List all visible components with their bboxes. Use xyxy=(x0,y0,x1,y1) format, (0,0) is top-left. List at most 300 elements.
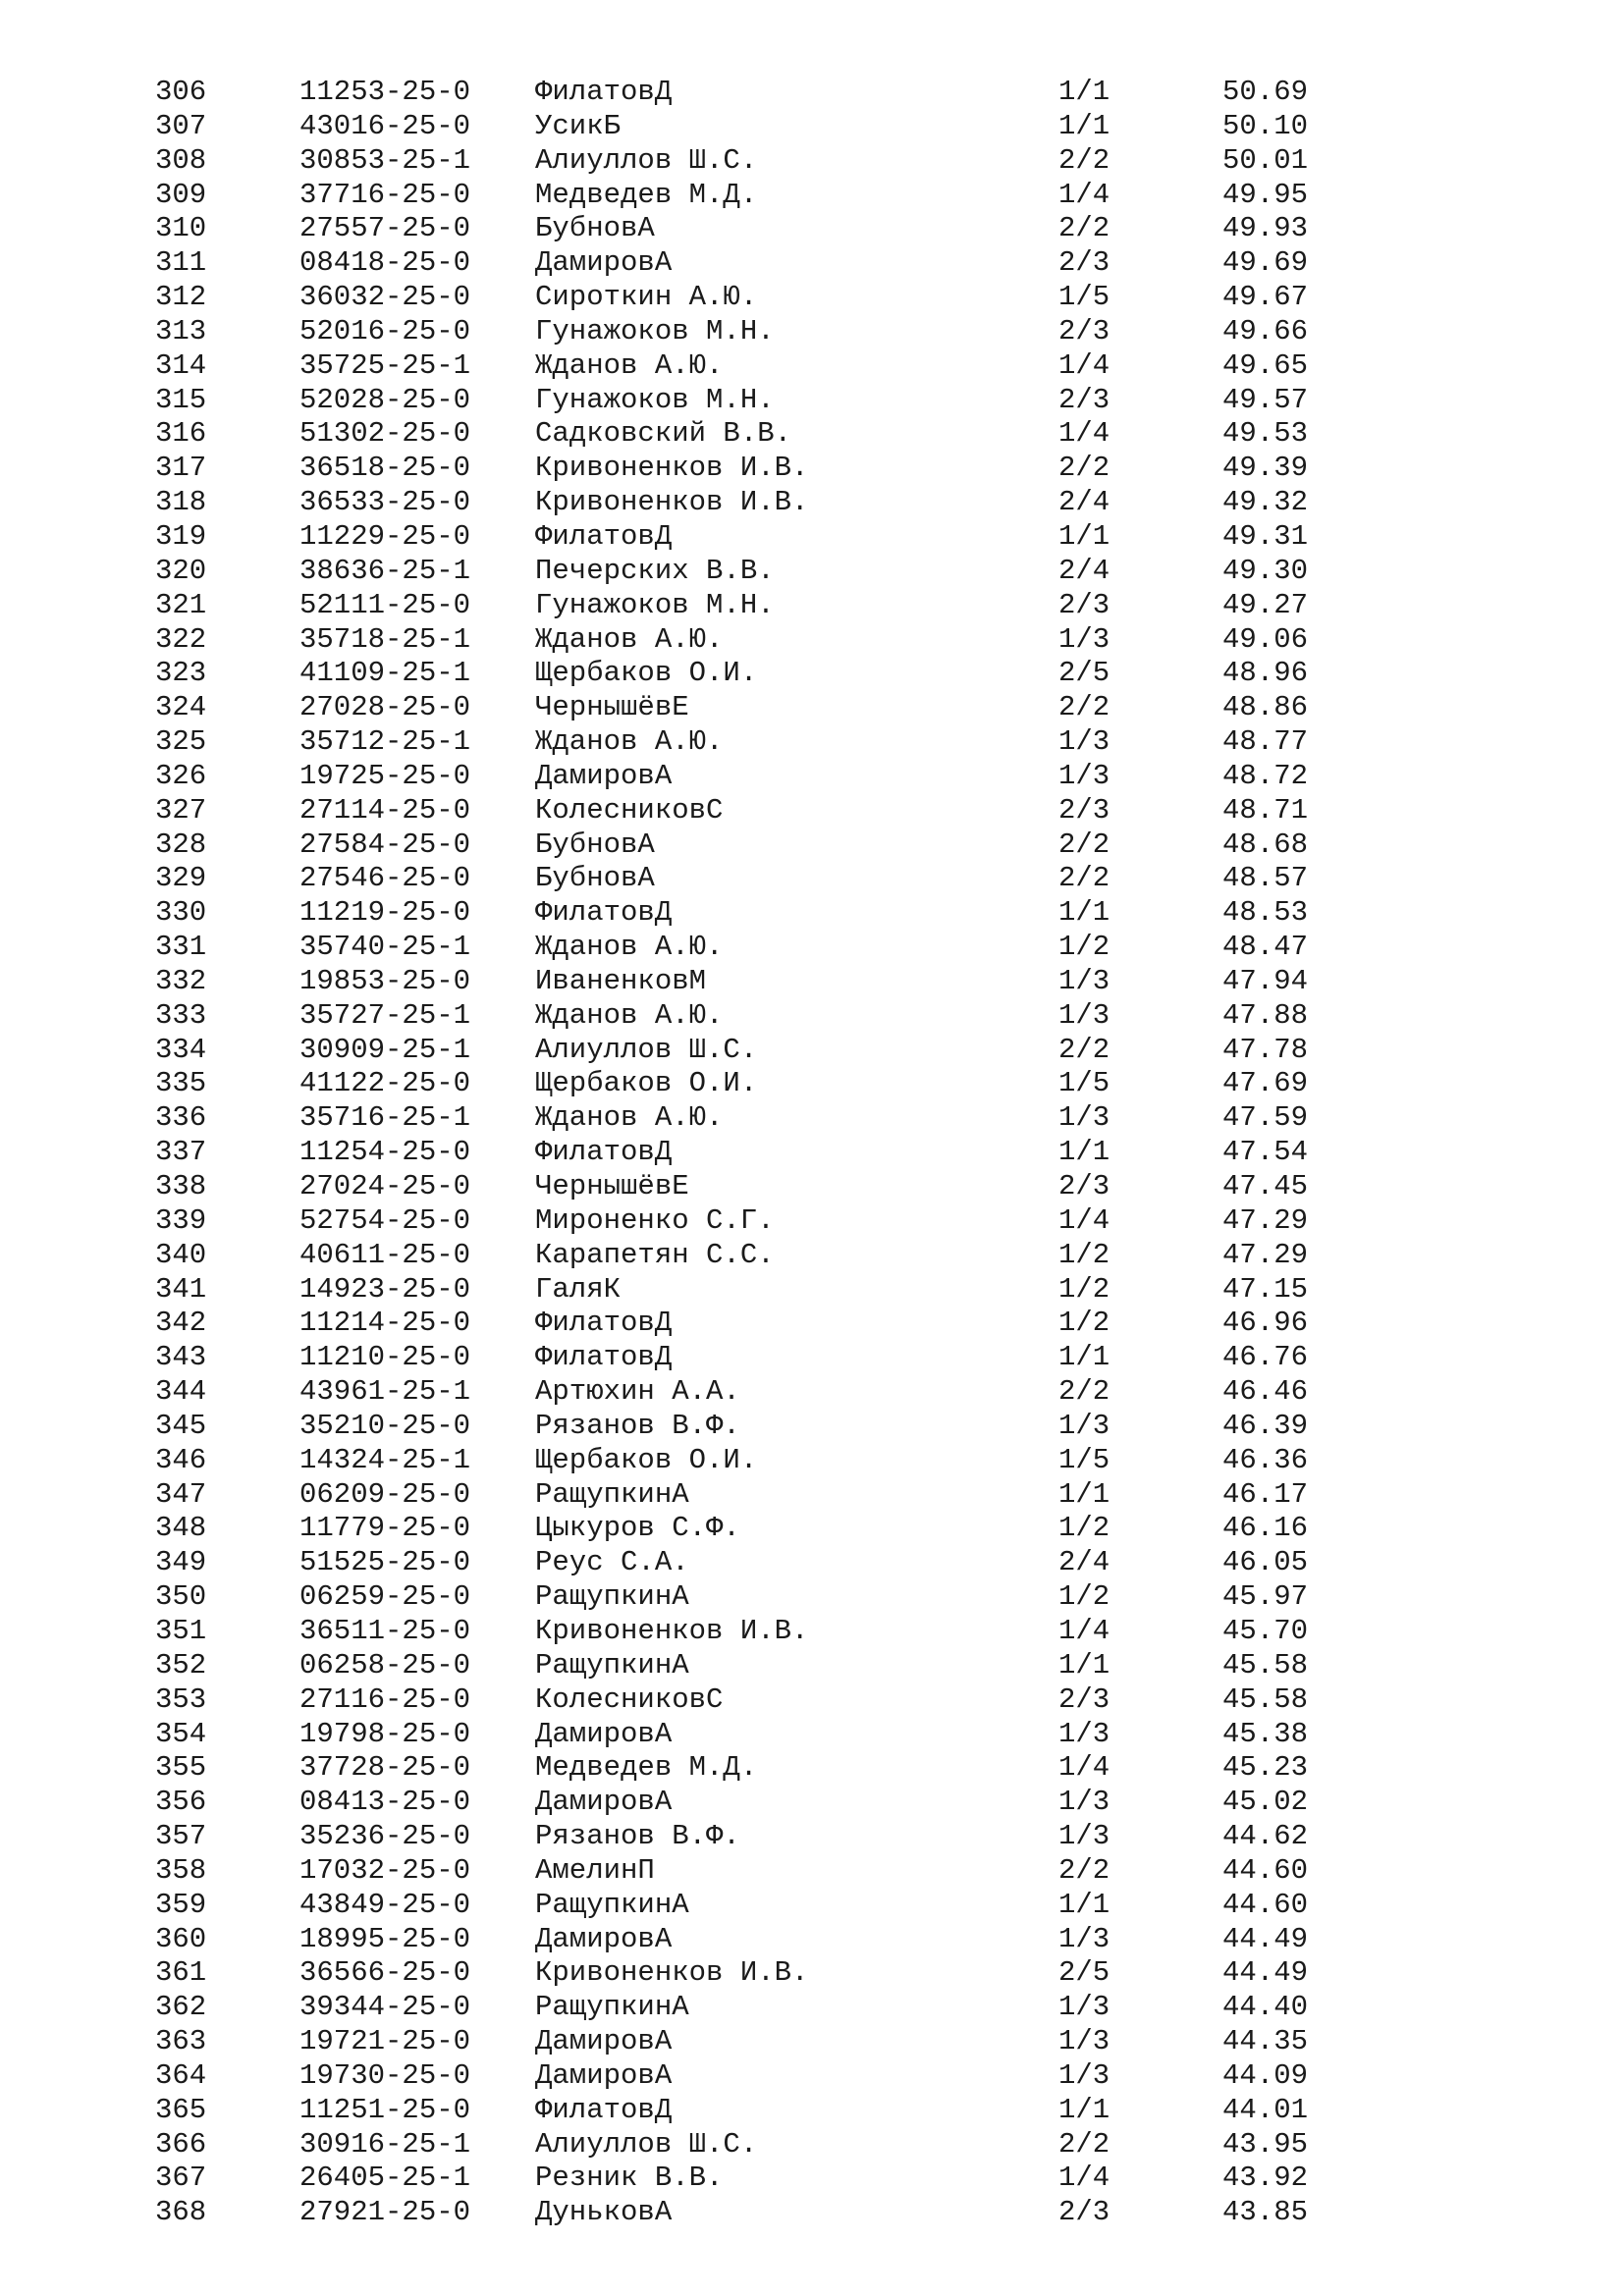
score-value: 45.58 xyxy=(1222,1648,1309,1682)
record-code: 19721-25-0 xyxy=(299,2025,471,2058)
table-row xyxy=(0,281,1624,315)
grade-fraction: 1/3 xyxy=(1058,998,1110,1032)
row-number: 315 xyxy=(155,383,207,416)
grade-fraction: 1/3 xyxy=(1058,725,1110,759)
record-code: 36518-25-0 xyxy=(299,452,471,485)
table-row xyxy=(0,349,1624,384)
person-name: Алиуллов Ш.С. xyxy=(535,2127,758,2161)
score-value: 49.30 xyxy=(1222,554,1309,587)
score-value: 45.23 xyxy=(1222,1751,1309,1785)
grade-fraction: 1/4 xyxy=(1058,417,1110,451)
person-name: ГаляК xyxy=(535,1272,622,1306)
record-code: 19730-25-0 xyxy=(299,2058,471,2092)
row-number: 322 xyxy=(155,622,207,656)
score-value: 48.96 xyxy=(1222,657,1309,690)
grade-fraction: 2/2 xyxy=(1058,2127,1110,2161)
score-value: 48.71 xyxy=(1222,793,1309,827)
score-value: 43.85 xyxy=(1222,2196,1309,2229)
score-value: 49.39 xyxy=(1222,452,1309,485)
row-number: 346 xyxy=(155,1443,207,1476)
person-name: ДамировА xyxy=(535,759,673,792)
person-name: Гунажоков М.Н. xyxy=(535,383,775,416)
row-number: 338 xyxy=(155,1170,207,1202)
person-name: Щербаков О.И. xyxy=(535,657,758,690)
table-row xyxy=(0,691,1624,725)
grade-fraction: 1/1 xyxy=(1058,1136,1110,1169)
person-name: ФилатовД xyxy=(535,519,673,553)
row-number: 368 xyxy=(155,2196,207,2229)
score-value: 46.46 xyxy=(1222,1375,1309,1409)
score-value: 49.66 xyxy=(1222,314,1309,347)
person-name: ФилатовД xyxy=(535,1341,673,1374)
person-name: Садковский В.В. xyxy=(535,417,792,451)
grade-fraction: 2/4 xyxy=(1058,486,1110,519)
person-name: РащупкинА xyxy=(535,1648,689,1682)
score-value: 45.38 xyxy=(1222,1717,1309,1750)
score-value: 48.86 xyxy=(1222,691,1309,724)
person-name: Жданов А.Ю. xyxy=(535,998,724,1032)
record-code: 14324-25-1 xyxy=(299,1443,471,1476)
grade-fraction: 2/2 xyxy=(1058,1375,1110,1409)
person-name: Жданов А.Ю. xyxy=(535,348,724,382)
row-number: 311 xyxy=(155,246,207,280)
row-number: 349 xyxy=(155,1546,207,1579)
person-name: БубновА xyxy=(535,862,655,895)
record-code: 08413-25-0 xyxy=(299,1786,471,1819)
score-value: 46.05 xyxy=(1222,1546,1309,1579)
table-row xyxy=(0,1923,1624,1957)
score-value: 44.60 xyxy=(1222,1888,1309,1921)
row-number: 309 xyxy=(155,178,207,211)
record-code: 38636-25-1 xyxy=(299,554,471,587)
record-code: 11229-25-0 xyxy=(299,519,471,553)
person-name: ДамировА xyxy=(535,1922,673,1955)
table-row xyxy=(0,1649,1624,1683)
person-name: ФилатовД xyxy=(535,896,673,930)
record-code: 30916-25-1 xyxy=(299,2127,471,2161)
record-code: 35740-25-1 xyxy=(299,931,471,964)
record-code: 52028-25-0 xyxy=(299,383,471,416)
score-value: 46.39 xyxy=(1222,1409,1309,1442)
record-code: 37716-25-0 xyxy=(299,178,471,211)
record-code: 19725-25-0 xyxy=(299,759,471,792)
person-name: Гунажоков М.Н. xyxy=(535,588,775,621)
table-row xyxy=(0,862,1624,896)
row-number: 323 xyxy=(155,657,207,690)
score-value: 46.76 xyxy=(1222,1341,1309,1374)
score-value: 49.32 xyxy=(1222,486,1309,519)
table-row xyxy=(0,1444,1624,1478)
person-name: Кривоненков И.В. xyxy=(535,1614,809,1647)
grade-fraction: 1/3 xyxy=(1058,1786,1110,1819)
record-code: 35725-25-1 xyxy=(299,348,471,382)
table-row xyxy=(0,1170,1624,1204)
table-row xyxy=(0,1991,1624,2025)
person-name: КолесниковС xyxy=(535,1682,724,1716)
score-value: 49.65 xyxy=(1222,348,1309,382)
person-name: ЧернышёвЕ xyxy=(535,691,689,724)
record-code: 35718-25-1 xyxy=(299,622,471,656)
record-code: 14923-25-0 xyxy=(299,1272,471,1306)
score-value: 49.57 xyxy=(1222,383,1309,416)
grade-fraction: 1/2 xyxy=(1058,1272,1110,1306)
grade-fraction: 1/5 xyxy=(1058,1443,1110,1476)
row-number: 350 xyxy=(155,1580,207,1614)
person-name: Щербаков О.И. xyxy=(535,1067,758,1100)
record-code: 27546-25-0 xyxy=(299,862,471,895)
table-row xyxy=(0,1546,1624,1580)
grade-fraction: 2/2 xyxy=(1058,1033,1110,1066)
table-row xyxy=(0,1956,1624,1991)
score-value: 46.17 xyxy=(1222,1477,1309,1511)
score-value: 48.72 xyxy=(1222,759,1309,792)
score-value: 49.06 xyxy=(1222,622,1309,656)
table-row xyxy=(0,1239,1624,1273)
table-row xyxy=(0,1136,1624,1170)
table-row xyxy=(0,1854,1624,1889)
person-name: БубновА xyxy=(535,828,655,861)
person-name: Жданов А.Ю. xyxy=(535,1101,724,1135)
table-row xyxy=(0,76,1624,110)
record-code: 11214-25-0 xyxy=(299,1307,471,1340)
record-code: 36032-25-0 xyxy=(299,281,471,314)
grade-fraction: 1/3 xyxy=(1058,1101,1110,1135)
record-code: 27921-25-0 xyxy=(299,2196,471,2229)
score-value: 47.29 xyxy=(1222,1238,1309,1271)
grade-fraction: 2/3 xyxy=(1058,314,1110,347)
score-value: 43.92 xyxy=(1222,2162,1309,2195)
person-name: Гунажоков М.Н. xyxy=(535,314,775,347)
score-value: 47.94 xyxy=(1222,964,1309,997)
row-number: 344 xyxy=(155,1375,207,1409)
row-number: 310 xyxy=(155,212,207,245)
score-value: 44.01 xyxy=(1222,2093,1309,2126)
score-value: 49.67 xyxy=(1222,281,1309,314)
grade-fraction: 2/4 xyxy=(1058,1546,1110,1579)
table-row xyxy=(0,1683,1624,1718)
grade-fraction: 1/1 xyxy=(1058,76,1110,108)
person-name: Медведев М.Д. xyxy=(535,1751,758,1785)
row-number: 361 xyxy=(155,1956,207,1990)
score-value: 50.10 xyxy=(1222,109,1309,142)
grade-fraction: 1/4 xyxy=(1058,348,1110,382)
person-name: ФилатовД xyxy=(535,76,673,108)
table-row xyxy=(0,828,1624,863)
table-row xyxy=(0,452,1624,486)
score-value: 44.49 xyxy=(1222,1922,1309,1955)
record-code: 37728-25-0 xyxy=(299,1751,471,1785)
table-row xyxy=(0,1204,1624,1239)
record-code: 06258-25-0 xyxy=(299,1648,471,1682)
grade-fraction: 1/3 xyxy=(1058,759,1110,792)
person-name: Медведев М.Д. xyxy=(535,178,758,211)
record-code: 19798-25-0 xyxy=(299,1717,471,1750)
table-row xyxy=(0,384,1624,418)
grade-fraction: 1/1 xyxy=(1058,1888,1110,1921)
table-row xyxy=(0,1820,1624,1854)
score-value: 50.01 xyxy=(1222,143,1309,177)
row-number: 337 xyxy=(155,1136,207,1169)
person-name: Алиуллов Ш.С. xyxy=(535,143,758,177)
score-value: 47.69 xyxy=(1222,1067,1309,1100)
table-row xyxy=(0,1889,1624,1923)
record-code: 35727-25-1 xyxy=(299,998,471,1032)
person-name: Мироненко С.Г. xyxy=(535,1203,775,1237)
record-code: 27584-25-0 xyxy=(299,828,471,861)
record-code: 27114-25-0 xyxy=(299,793,471,827)
row-number: 347 xyxy=(155,1477,207,1511)
table-row xyxy=(0,179,1624,213)
person-name: Резник В.В. xyxy=(535,2162,724,2195)
grade-fraction: 1/2 xyxy=(1058,931,1110,964)
record-code: 43016-25-0 xyxy=(299,109,471,142)
person-name: Карапетян С.С. xyxy=(535,1238,775,1271)
row-number: 318 xyxy=(155,486,207,519)
row-number: 324 xyxy=(155,691,207,724)
table-row xyxy=(0,1101,1624,1136)
table-row xyxy=(0,999,1624,1034)
table-row xyxy=(0,725,1624,760)
score-value: 47.29 xyxy=(1222,1203,1309,1237)
record-code: 39344-25-0 xyxy=(299,1991,471,2024)
score-value: 47.15 xyxy=(1222,1272,1309,1306)
row-number: 362 xyxy=(155,1991,207,2024)
grade-fraction: 1/4 xyxy=(1058,178,1110,211)
record-code: 52111-25-0 xyxy=(299,588,471,621)
table-row xyxy=(0,657,1624,691)
person-name: Кривоненков И.В. xyxy=(535,1956,809,1990)
score-value: 49.27 xyxy=(1222,588,1309,621)
record-code: 27024-25-0 xyxy=(299,1170,471,1202)
row-number: 314 xyxy=(155,348,207,382)
row-number: 334 xyxy=(155,1033,207,1066)
person-name: ИваненковМ xyxy=(535,964,707,997)
grade-fraction: 1/5 xyxy=(1058,1067,1110,1100)
record-code: 51525-25-0 xyxy=(299,1546,471,1579)
record-code: 36533-25-0 xyxy=(299,486,471,519)
person-name: Рязанов В.Ф. xyxy=(535,1409,740,1442)
score-value: 44.09 xyxy=(1222,2058,1309,2092)
results-table xyxy=(0,76,1624,2230)
person-name: Реус С.А. xyxy=(535,1546,689,1579)
record-code: 27116-25-0 xyxy=(299,1682,471,1716)
person-name: ДамировА xyxy=(535,2025,673,2058)
score-value: 45.97 xyxy=(1222,1580,1309,1614)
row-number: 307 xyxy=(155,109,207,142)
score-value: 47.54 xyxy=(1222,1136,1309,1169)
person-name: РащупкинА xyxy=(535,1888,689,1921)
row-number: 352 xyxy=(155,1648,207,1682)
table-row xyxy=(0,896,1624,931)
grade-fraction: 2/3 xyxy=(1058,1170,1110,1202)
grade-fraction: 2/3 xyxy=(1058,588,1110,621)
row-number: 329 xyxy=(155,862,207,895)
table-row xyxy=(0,1786,1624,1820)
record-code: 30909-25-1 xyxy=(299,1033,471,1066)
row-number: 366 xyxy=(155,2127,207,2161)
person-name: БубновА xyxy=(535,212,655,245)
row-number: 359 xyxy=(155,1888,207,1921)
table-row xyxy=(0,1512,1624,1546)
grade-fraction: 1/3 xyxy=(1058,1922,1110,1955)
grade-fraction: 2/3 xyxy=(1058,1682,1110,1716)
score-value: 46.96 xyxy=(1222,1307,1309,1340)
grade-fraction: 1/4 xyxy=(1058,1751,1110,1785)
row-number: 340 xyxy=(155,1238,207,1271)
person-name: УсикБ xyxy=(535,109,622,142)
person-name: Жданов А.Ю. xyxy=(535,725,724,759)
grade-fraction: 2/2 xyxy=(1058,828,1110,861)
grade-fraction: 1/3 xyxy=(1058,2025,1110,2058)
score-value: 46.16 xyxy=(1222,1512,1309,1545)
person-name: КолесниковС xyxy=(535,793,724,827)
person-name: Щербаков О.И. xyxy=(535,1443,758,1476)
table-row xyxy=(0,1273,1624,1308)
record-code: 41122-25-0 xyxy=(299,1067,471,1100)
grade-fraction: 2/5 xyxy=(1058,1956,1110,1990)
person-name: Жданов А.Ю. xyxy=(535,622,724,656)
table-row xyxy=(0,1375,1624,1410)
grade-fraction: 1/1 xyxy=(1058,519,1110,553)
grade-fraction: 2/3 xyxy=(1058,2196,1110,2229)
record-code: 36566-25-0 xyxy=(299,1956,471,1990)
row-number: 365 xyxy=(155,2093,207,2126)
row-number: 356 xyxy=(155,1786,207,1819)
row-number: 308 xyxy=(155,143,207,177)
table-row xyxy=(0,1478,1624,1513)
row-number: 333 xyxy=(155,998,207,1032)
person-name: ФилатовД xyxy=(535,1136,673,1169)
record-code: 06209-25-0 xyxy=(299,1477,471,1511)
table-row xyxy=(0,315,1624,349)
row-number: 360 xyxy=(155,1922,207,1955)
record-code: 17032-25-0 xyxy=(299,1853,471,1887)
row-number: 328 xyxy=(155,828,207,861)
score-value: 45.70 xyxy=(1222,1614,1309,1647)
person-name: Артюхин А.А. xyxy=(535,1375,740,1409)
record-code: 11251-25-0 xyxy=(299,2093,471,2126)
table-row xyxy=(0,794,1624,828)
table-row xyxy=(0,144,1624,179)
person-name: Алиуллов Ш.С. xyxy=(535,1033,758,1066)
score-value: 44.35 xyxy=(1222,2025,1309,2058)
grade-fraction: 1/3 xyxy=(1058,964,1110,997)
row-number: 316 xyxy=(155,417,207,451)
person-name: РащупкинА xyxy=(535,1477,689,1511)
table-row xyxy=(0,1307,1624,1341)
row-number: 327 xyxy=(155,793,207,827)
table-row xyxy=(0,2128,1624,2163)
row-number: 317 xyxy=(155,452,207,485)
row-number: 348 xyxy=(155,1512,207,1545)
score-value: 43.95 xyxy=(1222,2127,1309,2161)
grade-fraction: 1/1 xyxy=(1058,1648,1110,1682)
record-code: 30853-25-1 xyxy=(299,143,471,177)
grade-fraction: 1/5 xyxy=(1058,281,1110,314)
score-value: 48.77 xyxy=(1222,725,1309,759)
person-name: ДамировА xyxy=(535,1717,673,1750)
person-name: ЧернышёвЕ xyxy=(535,1170,689,1202)
person-name: ДамировА xyxy=(535,1786,673,1819)
row-number: 332 xyxy=(155,964,207,997)
score-value: 47.88 xyxy=(1222,998,1309,1032)
record-code: 43961-25-1 xyxy=(299,1375,471,1409)
person-name: ФилатовД xyxy=(535,2093,673,2126)
table-row xyxy=(0,2059,1624,2094)
table-row xyxy=(0,246,1624,281)
table-row xyxy=(0,1580,1624,1615)
record-code: 19853-25-0 xyxy=(299,964,471,997)
grade-fraction: 1/2 xyxy=(1058,1307,1110,1340)
grade-fraction: 1/2 xyxy=(1058,1580,1110,1614)
person-name: Кривоненков И.В. xyxy=(535,486,809,519)
grade-fraction: 2/5 xyxy=(1058,657,1110,690)
person-name: Рязанов В.Ф. xyxy=(535,1820,740,1853)
record-code: 35716-25-1 xyxy=(299,1101,471,1135)
score-value: 46.36 xyxy=(1222,1443,1309,1476)
table-row xyxy=(0,486,1624,520)
score-value: 44.60 xyxy=(1222,1853,1309,1887)
person-name: ДамировА xyxy=(535,2058,673,2092)
grade-fraction: 1/1 xyxy=(1058,2093,1110,2126)
record-code: 27028-25-0 xyxy=(299,691,471,724)
record-code: 11210-25-0 xyxy=(299,1341,471,1374)
person-name: Печерских В.В. xyxy=(535,554,775,587)
record-code: 41109-25-1 xyxy=(299,657,471,690)
table-row xyxy=(0,760,1624,794)
score-value: 49.69 xyxy=(1222,246,1309,280)
score-value: 49.93 xyxy=(1222,212,1309,245)
table-row xyxy=(0,589,1624,623)
record-code: 35236-25-0 xyxy=(299,1820,471,1853)
table-row xyxy=(0,1067,1624,1101)
row-number: 331 xyxy=(155,931,207,964)
table-row xyxy=(0,931,1624,965)
row-number: 364 xyxy=(155,2058,207,2092)
score-value: 47.45 xyxy=(1222,1170,1309,1202)
record-code: 11219-25-0 xyxy=(299,896,471,930)
row-number: 320 xyxy=(155,554,207,587)
grade-fraction: 2/2 xyxy=(1058,143,1110,177)
score-value: 44.62 xyxy=(1222,1820,1309,1853)
grade-fraction: 1/3 xyxy=(1058,1409,1110,1442)
row-number: 335 xyxy=(155,1067,207,1100)
record-code: 08418-25-0 xyxy=(299,246,471,280)
person-name: ДамировА xyxy=(535,246,673,280)
grade-fraction: 2/2 xyxy=(1058,691,1110,724)
table-row xyxy=(0,110,1624,144)
row-number: 354 xyxy=(155,1717,207,1750)
grade-fraction: 1/1 xyxy=(1058,1341,1110,1374)
grade-fraction: 2/3 xyxy=(1058,246,1110,280)
record-code: 52754-25-0 xyxy=(299,1203,471,1237)
table-row xyxy=(0,623,1624,658)
score-value: 48.57 xyxy=(1222,862,1309,895)
grade-fraction: 2/3 xyxy=(1058,793,1110,827)
table-row xyxy=(0,1751,1624,1786)
person-name: Кривоненков И.В. xyxy=(535,452,809,485)
row-number: 342 xyxy=(155,1307,207,1340)
row-number: 325 xyxy=(155,725,207,759)
grade-fraction: 2/2 xyxy=(1058,1853,1110,1887)
person-name: ДуньковА xyxy=(535,2196,673,2229)
record-code: 36511-25-0 xyxy=(299,1614,471,1647)
record-code: 11254-25-0 xyxy=(299,1136,471,1169)
table-row xyxy=(0,1615,1624,1649)
record-code: 11253-25-0 xyxy=(299,76,471,108)
table-row xyxy=(0,555,1624,589)
grade-fraction: 2/2 xyxy=(1058,212,1110,245)
